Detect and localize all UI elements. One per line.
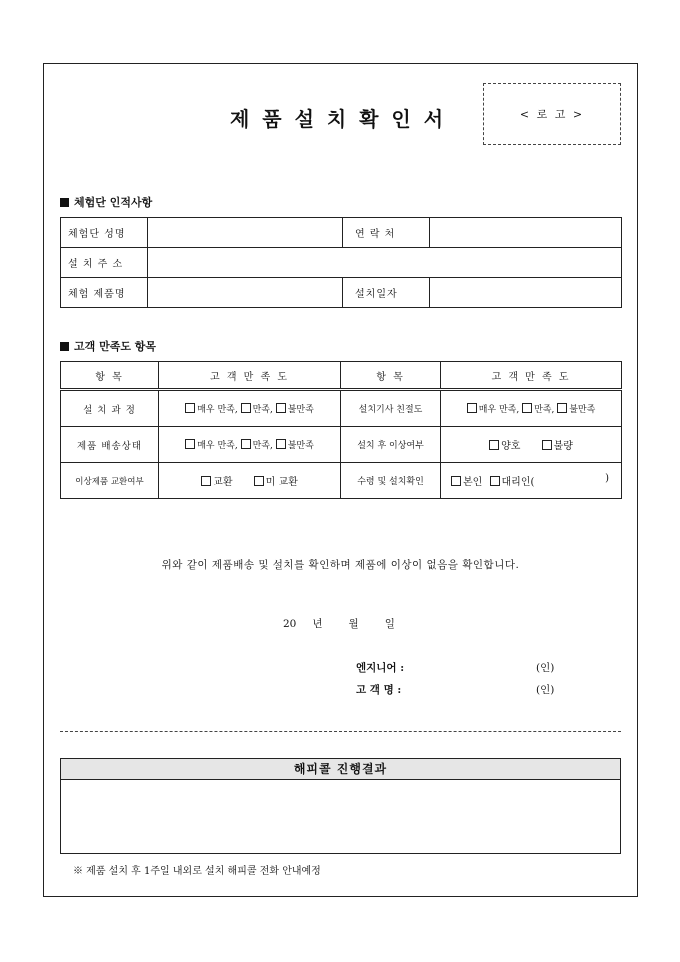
- address-label: 설 치 주 소: [61, 248, 148, 278]
- date-line: [283, 616, 421, 631]
- checkbox[interactable]: [522, 403, 532, 413]
- engineer-label: 엔지니어 :: [356, 662, 405, 674]
- item-installation-process: 설 치 과 정: [61, 390, 159, 427]
- checkbox[interactable]: [276, 403, 286, 413]
- options-post-install-issue: 양호 불량: [441, 427, 622, 463]
- item-post-install-issue: 설치 후 이상여부: [341, 427, 441, 463]
- checkbox[interactable]: [241, 439, 251, 449]
- customer-seal: (인): [536, 684, 555, 696]
- item-defect-exchange: 이상제품 교환여부: [61, 463, 159, 499]
- cut-line-divider: [60, 731, 621, 732]
- col-item-header: 항 목: [341, 362, 441, 390]
- contact-label: 연 락 처: [343, 218, 430, 248]
- checkbox[interactable]: [451, 476, 461, 486]
- day-label: 일: [384, 618, 395, 630]
- item-technician-kindness: 설치기사 친절도: [341, 390, 441, 427]
- section-heading-applicant: 체험단 인적사항: [60, 194, 152, 210]
- name-field[interactable]: [148, 218, 343, 248]
- checkbox[interactable]: [542, 440, 552, 450]
- checkbox[interactable]: [490, 476, 500, 486]
- product-field[interactable]: [148, 278, 343, 308]
- engineer-seal: (인): [536, 662, 555, 674]
- checkbox[interactable]: [185, 439, 195, 449]
- options-defect-exchange: 교환 미 교환: [159, 463, 341, 499]
- engineer-signature-line: [356, 660, 554, 675]
- satisfaction-table: [60, 361, 622, 499]
- checkbox[interactable]: [557, 403, 567, 413]
- install-date-label: 설치일자: [343, 278, 430, 308]
- checkbox[interactable]: [201, 476, 211, 486]
- checkbox[interactable]: [467, 403, 477, 413]
- happycall-note: ※ 제품 설치 후 1주일 내외로 설치 해피콜 전화 안내예정: [73, 866, 321, 877]
- install-date-field[interactable]: [430, 278, 622, 308]
- name-label: 체험단 성명: [61, 218, 148, 248]
- month-label: 월: [348, 618, 359, 630]
- confirmation-statement: 위와 같이 제품배송 및 설치를 확인하며 제품에 이상이 없음을 확인합니다.: [161, 559, 520, 571]
- year-label: 년: [312, 618, 323, 630]
- col-satisfaction-header: 고 객 만 족 도: [159, 362, 341, 390]
- year-prefix: 20: [283, 618, 297, 630]
- checkbox[interactable]: [276, 439, 286, 449]
- happycall-result-field[interactable]: [60, 779, 621, 854]
- customer-signature-line: [356, 682, 554, 697]
- options-delivery-condition: 매우 만족, 만족, 불만족: [159, 427, 341, 463]
- section-heading-satisfaction: 고객 만족도 항목: [60, 338, 156, 354]
- col-satisfaction-header: 고 객 만 족 도: [441, 362, 622, 390]
- options-technician-kindness: 매우 만족, 만족, 불만족: [441, 390, 622, 427]
- options-receipt-confirmation: 본인 대리인( ): [441, 463, 622, 499]
- table-row: [61, 390, 622, 427]
- applicant-info-table: [60, 217, 622, 308]
- options-installation-process: 매우 만족, 만족, 불만족: [159, 390, 341, 427]
- square-bullet-icon: [60, 342, 69, 351]
- customer-label: 고 객 명 :: [356, 684, 402, 696]
- happycall-heading: 해피콜 진행결과: [60, 758, 621, 780]
- checkbox[interactable]: [489, 440, 499, 450]
- document-title: 제 품 설 치 확 인 서: [230, 107, 447, 131]
- checkbox[interactable]: [254, 476, 264, 486]
- table-row: [61, 427, 622, 463]
- item-receipt-confirmation: 수령 및 설치확인: [341, 463, 441, 499]
- product-label: 체험 제품명: [61, 278, 148, 308]
- address-field[interactable]: [148, 248, 622, 278]
- checkbox[interactable]: [241, 403, 251, 413]
- square-bullet-icon: [60, 198, 69, 207]
- col-item-header: 항 목: [61, 362, 159, 390]
- table-row: [61, 463, 622, 499]
- checkbox[interactable]: [185, 403, 195, 413]
- item-delivery-condition: 제품 배송상태: [61, 427, 159, 463]
- contact-field[interactable]: [430, 218, 622, 248]
- logo-placeholder: < 로 고 >: [483, 83, 621, 145]
